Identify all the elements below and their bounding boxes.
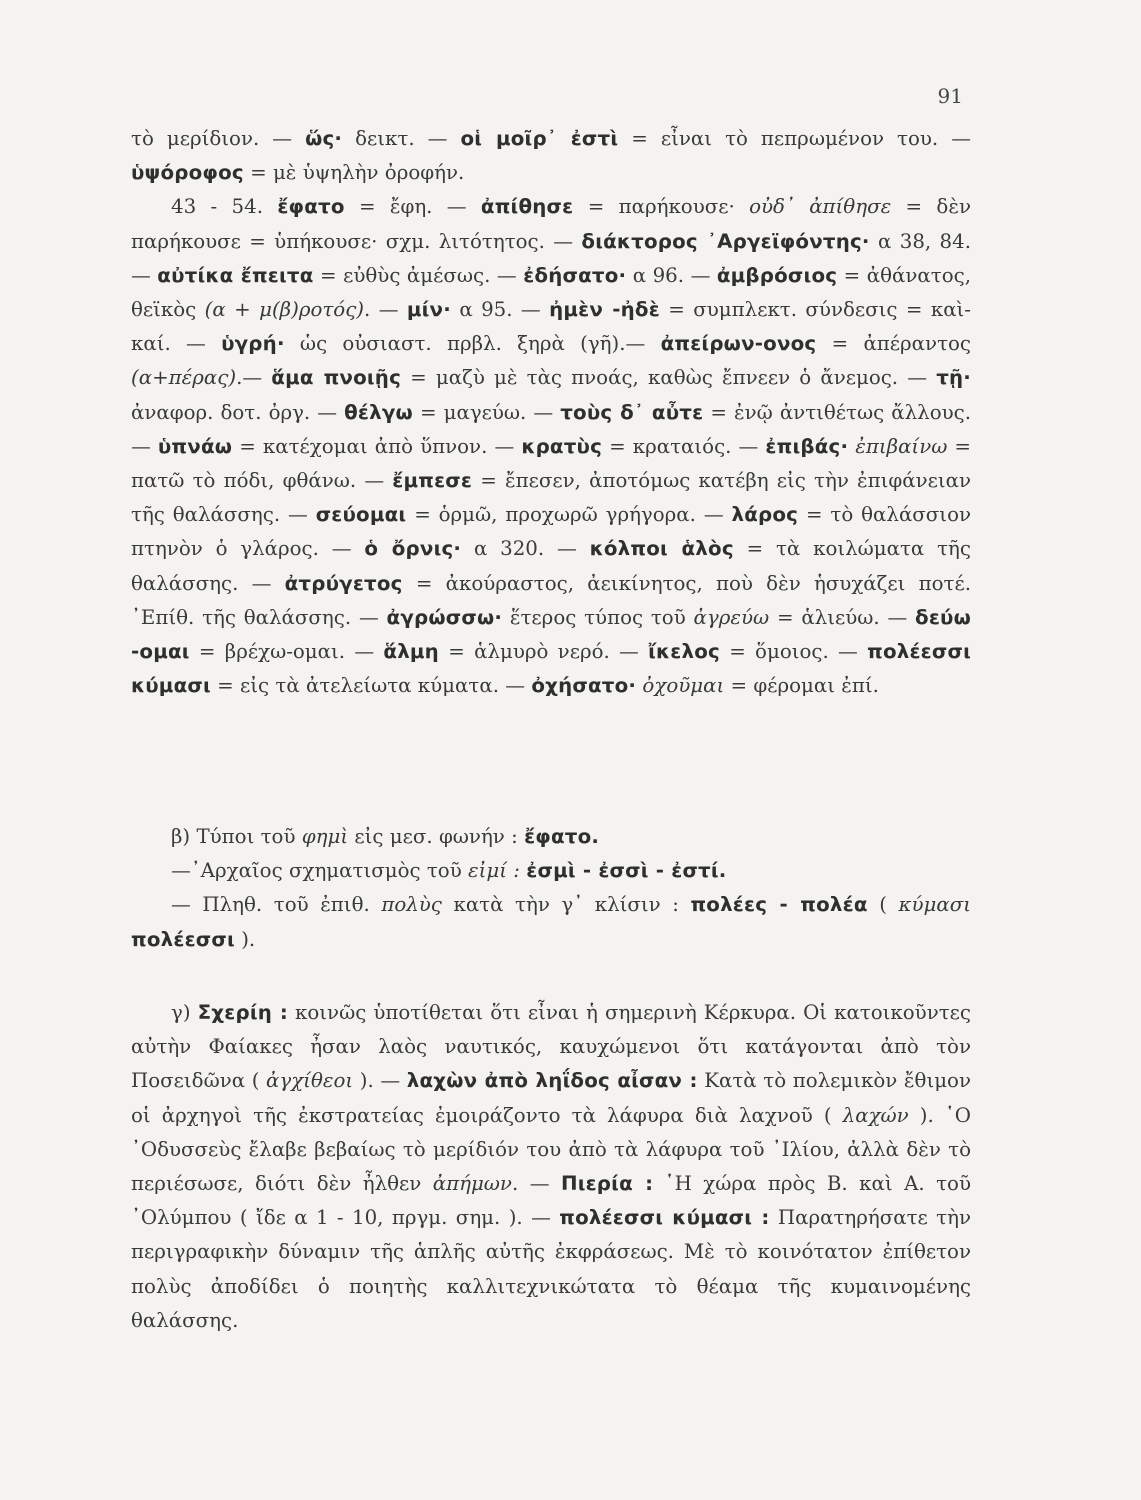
headword: ἔφατο (277, 195, 345, 219)
text-run: = εἶναι τὸ πεπρωμένον του. — (618, 127, 971, 150)
headword: διάκτορος ᾽Αργεϊφόντης· (581, 229, 870, 253)
headword: ἀγρώσσω· (386, 605, 503, 629)
headword: λάρος (731, 503, 799, 527)
text-run: . — (511, 1172, 561, 1196)
text-run: = κατέχομαι ἀπὸ ὕπνον. — (232, 434, 522, 458)
text-run: κοινῶς ὑποτίθεται ὅτι εἶναι ἡ σημερινὴ Κέρκυρα. Οἱ κατοικοῦντες αὐτὴν Φαίακες ἦσαν λαὸς ναυτικός, καυχώμενοι ὅτι κατάγονται ἀπὸ τὸν Ποσειδῶνα ( (131, 1001, 972, 1093)
italic-term: φημὶ (301, 825, 349, 848)
text-run: 43 - 54. (171, 195, 278, 219)
headword: ἀτρύγετος (284, 571, 403, 595)
text-run: = μαζὺ μὲ τὰς πνοάς, καθὼς ἔπνεεν ὁ ἄνεμος. — (401, 366, 937, 390)
text-run: = ἔφη. — (344, 195, 481, 219)
text-run: = τὸ θαλάσσιον πτηνὸν ὁ γλάρος. — (131, 503, 972, 561)
text-run: ὡς οὐσιαστ. πρβλ. ξηρὰ (γῆ).— (284, 332, 661, 356)
text-run: ἕτερος τύπος τοῦ (502, 605, 694, 629)
text-run: κατὰ τὴν γ᾽ κλίσιν : (441, 893, 691, 917)
headword: πολέεσσι κύμασι : (559, 1206, 770, 1230)
text-run: ἀναφορ. δοτ. ὀργ. — (131, 400, 345, 424)
text-run: α 38, 84. — (131, 229, 972, 287)
text-run: ). ῾Ο ᾽Οδυσσεὺς ἔλαβε βεβαίως τὸ μερίδιόν του ἀπὸ τὰ λάφυρα τοῦ ᾽Ιλίου, ἀλλὰ δὲν τὸ περιέσωσε, διότι δὲν ἦλθεν (131, 1103, 971, 1196)
headword: ὥς· (305, 127, 343, 150)
headword: πολέες - πολέα (690, 893, 868, 917)
headword: ὑψόροφος (131, 161, 244, 185)
text-run: = δὲν παρήκουσε = ὑπήκουσε· σχμ. λιτότητος. — (131, 195, 971, 253)
text-run: = εἰς τὰ ἀτελείωτα κύματα. — (210, 674, 532, 698)
text-run: = πατῶ τὸ πόδι, φθάνω. — (131, 434, 971, 493)
text-run: = κραταιός. — (602, 434, 766, 458)
headword: ὑγρή· (221, 332, 285, 356)
text-run: = ἔπεσεν, ἀποτόμως κατέβη εἰς τὴν ἐπιφάνειαν τῆς θαλάσσης. — (131, 469, 971, 527)
text-run: β) Τύποι τοῦ (171, 825, 302, 848)
headword: ἅλμη (383, 640, 439, 664)
italic-term: (α + μ(β)ροτός) (204, 298, 365, 322)
headword: Σχερίη : (197, 1001, 288, 1024)
headword: ἠμὲν -ἠδὲ (549, 298, 660, 322)
text-run: = ἀπέραντος (816, 332, 971, 356)
commentary-block (131, 996, 971, 1338)
text-run: τὸ μερίδιον. — (131, 127, 306, 150)
italic-term: ἀγχίθεοι (266, 1069, 354, 1093)
headword: κόλποι ἁλὸς (589, 537, 734, 561)
italic-term: εἰμί : (468, 859, 520, 883)
text-run: = βρέχω-ομαι. — (189, 640, 384, 664)
headword: ἐπιβάς· (765, 434, 849, 458)
headword: ἀμβρόσιος (716, 263, 838, 287)
text-run: δεικτ. — (342, 127, 461, 150)
headword: ἔφατο. (524, 825, 600, 848)
text-run: α 95. — (450, 298, 550, 322)
italic-term: (α+πέρας) (131, 366, 237, 390)
headword: πολέεσσι κύμασι (131, 640, 971, 698)
headword: θέλγω (344, 400, 413, 424)
headword: τοὺς δ᾽ αὖτε (560, 400, 704, 424)
headword: αὐτίκα ἔπειτα (157, 263, 314, 287)
text-run: = ὁρμῶ, προχωρῶ γρήγορα. — (406, 503, 732, 527)
italic-term: οὐδ᾽ ἀπίθησε (749, 195, 892, 219)
headword: ἀπίθησε (480, 195, 574, 219)
grammar-notes-block (131, 820, 971, 957)
text-run: = ἁλιεύω. — (769, 605, 916, 629)
page-number: 91 (937, 84, 963, 108)
text-run: = ἀκούραστος, ἀεικίνητος, ποὺ δὲν ἡσυχάζει ποτέ. ᾽Επίθ. τῆς θαλάσσης. — (131, 571, 972, 629)
text-run: = φέρομαι ἐπί. (724, 674, 879, 698)
italic-term: πολὺς (381, 893, 442, 917)
text-run: = εὐθὺς ἀμέσως. — (313, 263, 524, 287)
text-run: = μαγεύω. — (412, 400, 561, 424)
text-run: = συμπλεκτ. σύνδεσις = καὶ-καί. — (131, 298, 971, 356)
headword: ἀπείρων-ονος (660, 332, 817, 356)
text-run: .— (236, 366, 272, 390)
text-run: = ἀθάνατος, θεϊκὸς (131, 263, 971, 322)
text-run: = παρήκουσε· (573, 195, 750, 219)
italic-term: ἀγρεύω (693, 605, 770, 629)
headword: σεύομαι (315, 503, 407, 527)
headword: ὀχήσατο· (531, 674, 637, 698)
text-run: ( (867, 893, 899, 917)
headword: ὑπνάω (157, 434, 233, 458)
italic-term: λαχών (842, 1103, 909, 1127)
italic-term: κύμασι (898, 893, 971, 917)
glossary-block-43-54 (131, 122, 971, 703)
headword: μίν· (406, 298, 451, 322)
headword: ἐδήσατο· (523, 263, 627, 287)
headword: δεύω -ομαι (131, 605, 971, 664)
text-run: ). (234, 927, 256, 951)
text-run: εἰς μεσ. φωνήν : (348, 825, 525, 848)
headword: ἴκελος (648, 640, 720, 664)
text-run: — Πληθ. τοῦ ἐπιθ. (171, 893, 382, 917)
text-run: = ἁλμυρὸ νερό. — (438, 640, 649, 664)
headword: λαχὼν ἀπὸ ληΐδος αἶσαν : (406, 1069, 698, 1093)
text-run: γ) (171, 1001, 198, 1024)
italic-term: ἐπιβαίνω (855, 434, 948, 458)
headword: ὁ ὄρνις· (364, 537, 462, 561)
text-run: . — (364, 298, 407, 322)
headword: ἅμα πνοιῇς (271, 366, 402, 390)
headword: οἱ μοῖρ᾽ ἐστὶ (460, 127, 619, 150)
headword: πολέεσσι (131, 927, 235, 951)
text-run: Παρατηρήσατε τὴν περιγραφικὴν δύναμιν τῆς ἁπλῆς αὐτῆς ἐκφράσεως. Μὲ τὸ κοινότατον ἐπίθετον πολὺς ἀποδίδει ὁ ποιητὴς καλλιτεχνικώτατα τὸ θέαμα τῆς κυμαινομένης θαλάσσης. (131, 1206, 971, 1332)
italic-term: ἀπήμων (432, 1172, 512, 1196)
text-run: ). — (353, 1069, 407, 1093)
headword: Πιερία : (560, 1172, 654, 1196)
text-run: α 96. — (626, 263, 717, 287)
headword: ἔμπεσε (392, 469, 473, 493)
text-run: = τὰ κοιλώματα τῆς θαλάσσης. — (131, 537, 971, 595)
text-run: Κατὰ τὸ πολεμικὸν ἔθιμον οἱ ἀρχηγοὶ τῆς ἐκστρατείας ἐμοιράζοντο τὰ λάφυρα διὰ λαχνοῦ ( (131, 1069, 971, 1127)
headword: κρατὺς (521, 434, 603, 458)
text-run: —᾽Αρχαῖος σχηματισμὸς τοῦ (171, 859, 469, 883)
text-run: = ἐνῷ ἀντιθέτως ἄλλους. — (131, 400, 971, 458)
headword: ἐσμὶ - ἐσσὶ - ἐστί. (526, 859, 727, 883)
italic-term: ὀχοῦμαι (642, 674, 725, 698)
headword: τῇ· (936, 366, 972, 390)
text-run: = ὅμοιος. — (719, 640, 868, 664)
text-run: ῾Η χώρα πρὸς Β. καὶ Α. τοῦ ᾽Ολύμπου ( ἴδε α 1 - 10, πργμ. σημ. ). — (131, 1172, 971, 1230)
text-run: = μὲ ὑψηλὴν ὀροφήν. (243, 161, 465, 185)
text-run: α 320. — (461, 537, 590, 561)
